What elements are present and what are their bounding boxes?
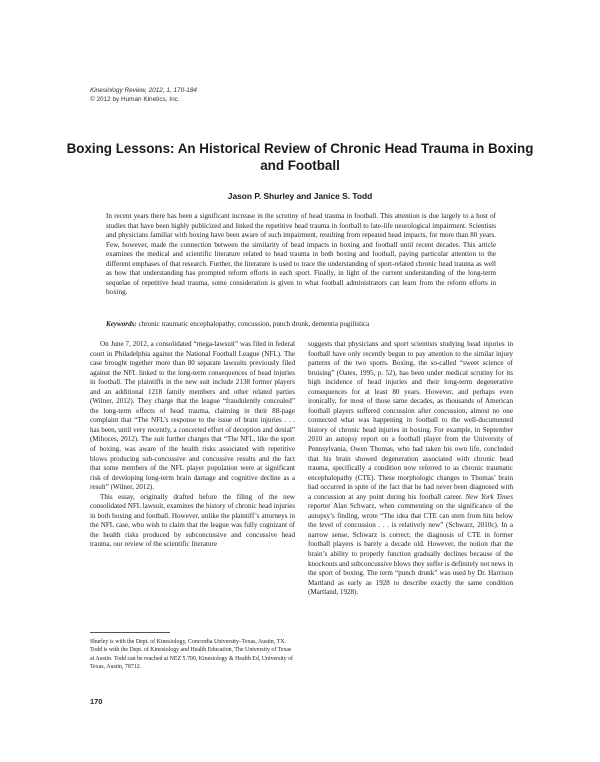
article-abstract: In recent years there has been a significant increase in the scrutiny of head trauma in football. This attention is due largely to a host of studies that have been highly publicized and linked the repetitive head trauma in football to late-life neurological impairment. Scientists and physicians familiar with boxing have been aware of such impairment, resulting from repeated head impacts, for more than 80 years. Few, however, made the connection between the similarity of head impacts in boxing and football until recent decades. This article examines the medical and scientific literature related to head trauma in both boxing and football, paying particular attention to the different emphases of that research. Further, the literature is used to trace the understanding of sport-related chronic head trauma as well as how that understanding has prompted reform efforts in each sport. Finally, in light of the current understanding of the long-term sequelae of repetitive head trauma, some consideration is given to what football administrators can learn from the reform efforts in boxing.: [106, 212, 496, 297]
journal-citation: Kinesiology Review, 2012, 1, 170-184: [90, 87, 197, 94]
article-keywords: [106, 320, 496, 330]
body-column-right: [308, 340, 513, 598]
body-text: suggests that physicians and sport scientists studying head injuries in football have only recently begun to pay attention to the similar injury patterns of the two sports. Boxing, the so-called “sweet science of bruising” (Oates, 1995, p. 52), has been under medical scrutiny for its high incidence of head injuries and their long-term degenerative consequences for at least 80 years. However, and perhaps even ironically, for most of those same decades, as thousands of American football players suffered concussion after concussion, almost no one connected what was happening in football to the well-documented history of chronic head injuries in boxing. For example, in September 2010 an autopsy report on a football player from the University of Pennsylvania, Owen Thomas, who had taken his own life, concluded that his brain showed degeneration associated with chronic head trauma, specifically a condition now referred to as chronic traumatic encephalopathy (CTE). These morphologic changes to Thomas’ brain had occurred in spite of the fact that he had never been diagnosed with a concussion at any point during his football career.: [308, 340, 513, 501]
body-paragraph: On June 7, 2012, a consolidated “mega-lawsuit” was filed in federal court in Philadelphia against the National Football League (NFL). The case brought together more than 80 separate lawsuits previously filed against the NFL linked to the long-term consequences of head injuries in football. The plaintiffs in the new suit include 2138 former players and an additional 1218 family members and other related parties (Wilner, 2012). They charge that the league “fraudulently concealed” the long-term effects of head trauma, claiming in their 88-page complaint that “The NFL’s response to the issue of brain injuries . . . has been, until very recently, a concerted effort of deception and denial” (Mihoces, 2012). The suit further charges that “The NFL, like the sport of boxing, was aware of the health risks associated with repetitive blows producing sub-concussive and concussive results and the fact that some members of the NFL player population were at significant risk of developing long-term brain damage and cognitive decline as a result” (Wilner, 2012).: [90, 340, 295, 492]
journal-header: [90, 86, 197, 104]
body-text: reporter Alan Schwarz, when commenting on the significance of the autopsy’s finding, wrote “The idea that CTE can stem from hits below the level of concussion . . . is relatively new” (Schwarz, 2010c). In a narrow sense, Schwarz is correct; the diagnosis of CTE in former football players is barely a decade old. However, the notion that the brain’s ability to properly function gradually declines because of the knockouts and subconcussive blows they suffer is definitely not news in the sport of boxing. The term “punch drunk” was used by Dr. Harrison Martland as early as 1928 to describe exactly the same condition (Martland, 1928).: [308, 502, 513, 597]
article-title: Boxing Lessons: An Historical Review of Chronic Head Trauma in Boxing and Football: [66, 141, 534, 173]
body-paragraph: This essay, originally drafted before the filing of the new consolidated NFL lawsuit, examines the history of chronic head injuries in both boxing and football. However, unlike the plaintiff’s attorneys in the NFL case, who wish to claim that the league was fully cognizant of the health risks produced by subconcussive and concussive head trauma, our review of the scientific literature: [90, 492, 295, 549]
body-paragraph: [308, 340, 513, 598]
keywords-list: chronic traumatic encephalopathy, concussion, punch drunk, dementia pugilistica: [138, 320, 370, 328]
page-number: 170: [90, 697, 103, 706]
article-authors: Jason P. Shurley and Janice S. Todd: [227, 191, 373, 201]
newspaper-name: New York Times: [465, 492, 513, 501]
journal-copyright: © 2012 by Human Kinetics, Inc.: [90, 96, 180, 103]
keywords-label: Keywords:: [106, 320, 137, 328]
footnote-divider: [90, 632, 170, 633]
body-column-left: [90, 340, 295, 550]
author-footnote: Shurley is with the Dept. of Kinesiology, Concordia University–Texas, Austin, TX. Todd is with the Dept. of Kinesiology and Health Education, The University of Texas at Austin. Todd can be reached at NEZ 5.700, Kinesiology & Health Ed, University of Texas, Austin, 78712.: [90, 639, 293, 671]
